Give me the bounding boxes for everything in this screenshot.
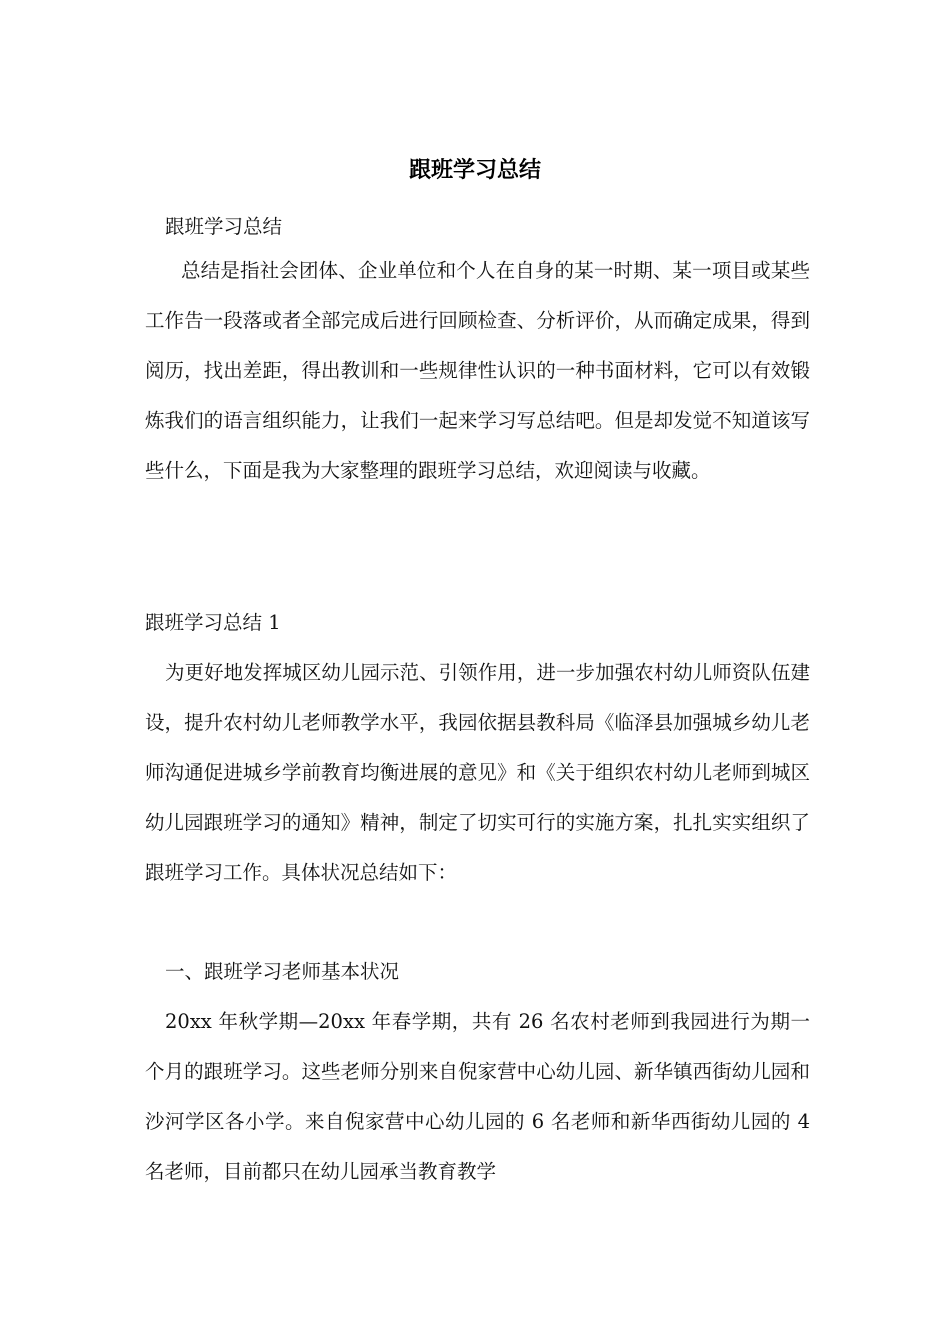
section-body-paragraph: 为更好地发挥城区幼儿园示范、引领作用，进一步加强农村幼儿师资队伍建设，提升农村幼儿老师教学水平，我园依据县教科局《临泽县加强城乡幼儿老师沟通促进城乡学前教育均衡进展的意见》和《关于组织农村幼儿老师到城区幼儿园跟班学习的通知》精神，制定了切实可行的实施方案，扎扎实实组织了跟班学习工作。具体状况总结如下： xyxy=(145,661,810,884)
document-title: 跟班学习总结 xyxy=(408,157,541,183)
section-heading: 跟班学习总结 1 xyxy=(145,611,281,634)
subheading-1-paragraph: 20xx 年秋学期—20xx 年春学期，共有 26 名农村老师到我园进行为期一个月的跟班学习。这些老师分别来自倪家营中心幼儿园、新华镇西街幼儿园和沙河学区各小学。来自倪家营中心幼儿园的 6 名老师和新华西街幼儿园的 4 名老师，目前都只在幼儿园承当教育教学 xyxy=(145,1010,810,1183)
intro-paragraph: 总结是指社会团体、企业单位和个人在自身的某一时期、某一项目或某些工作告一段落或者全部完成后进行回顾检查、分析评价，从而确定成果，得到阅历，找出差距，得出教训和一些规律性认识的一种书面材料，它可以有效锻炼我们的语言组织能力，让我们一起来学习写总结吧。但是却发觉不知道该写些什么，下面是我为大家整理的跟班学习总结，欢迎阅读与收藏。 xyxy=(145,259,810,482)
subheading-1: 一、跟班学习老师基本状况 xyxy=(165,960,400,983)
document-subtitle: 跟班学习总结 xyxy=(165,215,283,238)
